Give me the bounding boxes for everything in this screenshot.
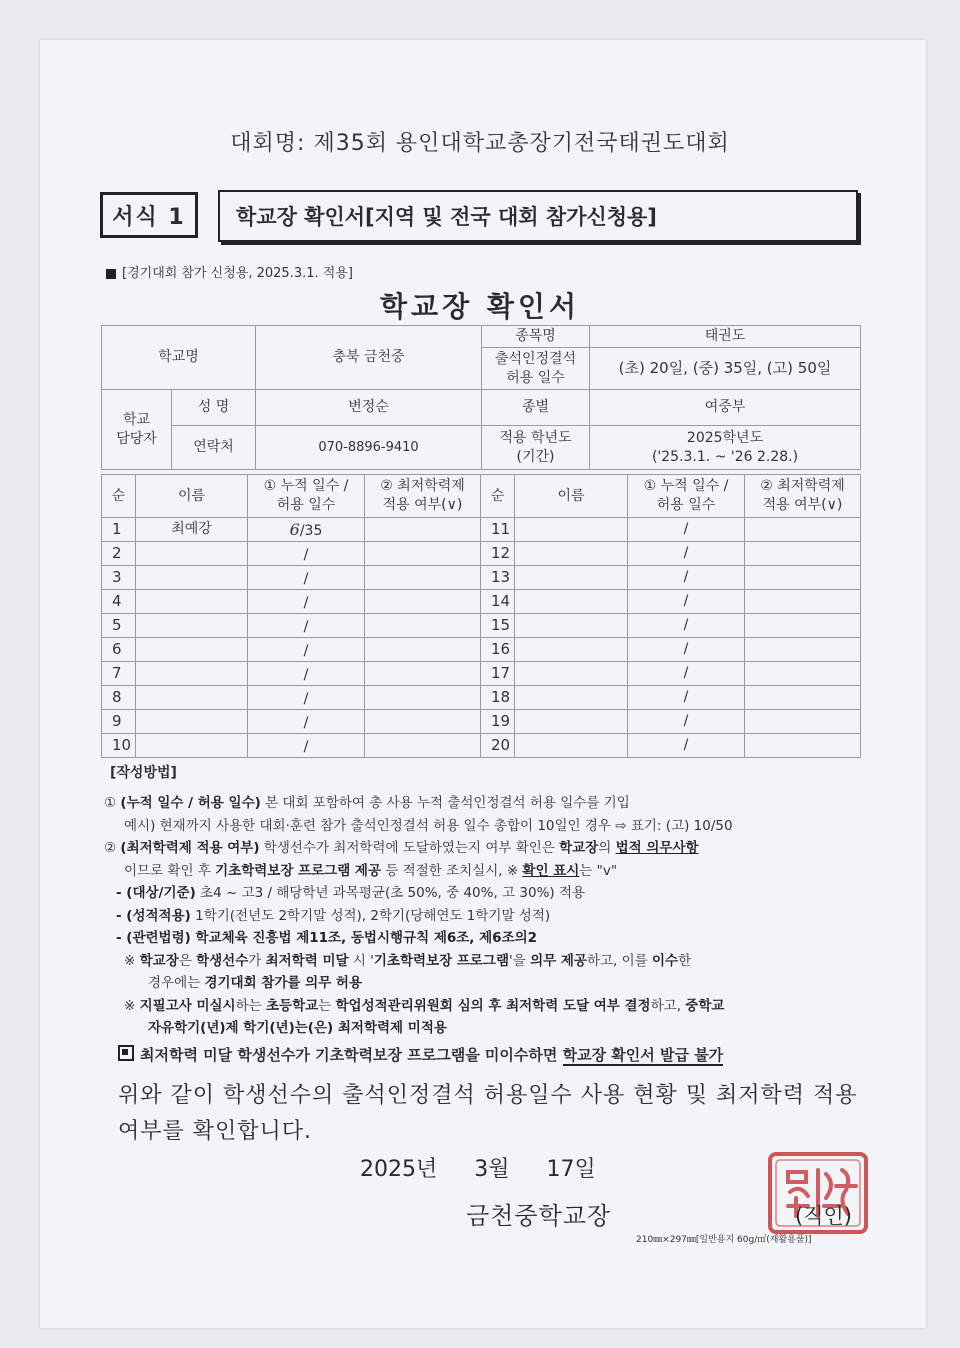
- student-name-left: [136, 590, 248, 614]
- note-2-line2-c: 는 "v": [579, 862, 618, 879]
- row-number-right: 17: [481, 662, 515, 686]
- table-row: [102, 542, 861, 566]
- form-number-box: 서식 1: [100, 192, 198, 238]
- bullet-law: [104, 927, 864, 950]
- principal-name: 금천중학교장: [466, 1202, 612, 1230]
- contact-label: 연락처: [172, 426, 256, 470]
- student-name-right: [515, 710, 628, 734]
- days-allowed: /: [303, 690, 309, 707]
- days-allowed: /: [303, 642, 309, 659]
- student-name-right: [515, 590, 628, 614]
- row-number-left: 8: [102, 686, 136, 710]
- bullet-grade: [104, 905, 864, 928]
- warning-e: 학교장 확인서 발급 불가: [562, 1046, 724, 1064]
- bullet-grade-bold: - (성적적용): [116, 907, 191, 924]
- row-number-left: 3: [102, 566, 136, 590]
- header-min-left-line1: ② 최저학력제: [380, 478, 465, 495]
- method-notes: [104, 792, 864, 1040]
- min-check-right: [745, 686, 861, 710]
- remark-2-b4: 중학교: [685, 997, 725, 1014]
- warning-c: 기초학력보장 프로그램을: [315, 1046, 485, 1064]
- list-body: [102, 518, 861, 758]
- header-min-right: [745, 475, 861, 518]
- remark-1-d: 시 ': [348, 952, 374, 969]
- min-check-right: [745, 518, 861, 542]
- days-cell-left: [248, 734, 365, 758]
- note-2-text: 학생선수가 최저학력에 도달하였는지 여부 확인은: [259, 840, 560, 856]
- header-min-right-line2: 적용 여부(∨): [762, 497, 843, 513]
- remark-1-b2: 학생선수: [196, 952, 249, 969]
- school-label: 학교명: [102, 326, 256, 390]
- min-check-right: [745, 542, 861, 566]
- remark-1-line2-a: 경우에는: [148, 975, 205, 991]
- header-no-left: 순: [102, 475, 136, 518]
- min-check-right: [745, 614, 861, 638]
- absence-label-line1: 출석인정결석: [494, 350, 577, 367]
- contact-value: 070-8896-9410: [256, 426, 482, 470]
- year-value-line1: 2025학년도: [686, 429, 764, 446]
- min-check-left: [365, 590, 481, 614]
- student-name-right: [515, 686, 628, 710]
- category-value: 여중부: [590, 390, 861, 426]
- note-1-text: 본 대회 포함하여 총 사용 누적 출석인정결석 허용 일수를 기입: [260, 795, 630, 811]
- table-row: [102, 710, 861, 734]
- event-value: 태권도: [590, 326, 861, 348]
- student-name-left: [136, 686, 248, 710]
- name-label: 성 명: [172, 390, 256, 426]
- min-check-left: [365, 566, 481, 590]
- remark-2-c: 는: [318, 997, 336, 1014]
- document-title: 학교장 확인서: [379, 290, 581, 323]
- header-days-left-line2: 허용 일수: [276, 497, 336, 513]
- student-name-right: [515, 518, 628, 542]
- table-row: [102, 686, 861, 710]
- table-row: [102, 638, 861, 662]
- table-row: [102, 518, 861, 542]
- remark-1-b3: 최저학력 미달: [265, 952, 349, 969]
- header-days-right-line1: ① 누적 일수 /: [643, 478, 729, 495]
- days-cell-left: [248, 566, 365, 590]
- checkbox-arrow-icon: [118, 1045, 134, 1061]
- category-label: 종별: [482, 390, 590, 426]
- applied-note: [106, 262, 353, 281]
- header-days-right: [628, 475, 745, 518]
- student-list-table: [101, 474, 861, 758]
- row-number-right: 11: [481, 518, 515, 542]
- row-number-right: 12: [481, 542, 515, 566]
- manager-label-line1: 학교: [122, 411, 151, 428]
- days-allowed: /: [303, 714, 309, 731]
- note-2-text2: 의: [598, 840, 616, 856]
- row-number-right: 15: [481, 614, 515, 638]
- row-number-left: 1: [102, 518, 136, 542]
- student-name-right: [515, 734, 628, 758]
- bullet-grade-text: 1학기(전년도 2학기말 성적), 2학기(당해연도 1학기말 성적): [190, 907, 551, 924]
- row-number-right: 14: [481, 590, 515, 614]
- remark-2-line2: [104, 1017, 864, 1040]
- warning-b: 학생선수가: [237, 1046, 316, 1064]
- note-1: [104, 792, 864, 815]
- list-header-row: [102, 475, 861, 518]
- school-value: 충북 금천중: [256, 326, 482, 390]
- note-2-bold3: 법적 의무사항: [615, 840, 699, 856]
- min-check-left: [365, 662, 481, 686]
- remark-1-b5: 의무 제공: [530, 952, 587, 969]
- note-2-bold2: 학교장: [559, 840, 599, 856]
- days-allowed: /: [303, 738, 309, 755]
- table-row: [102, 590, 861, 614]
- min-check-right: [745, 710, 861, 734]
- paper-spec: 210㎜×297㎜[일반용지 60g/㎡(재활용품)]: [636, 1235, 812, 1245]
- info-table: [101, 325, 861, 470]
- days-cell-left: [248, 518, 365, 542]
- min-check-right: [745, 662, 861, 686]
- warning-d: 미이수하면: [484, 1046, 563, 1064]
- note-2-line2-b: 등 적절한 조치실시, ※: [381, 862, 523, 879]
- note-2-line2-bold: 기초학력보장 프로그램 제공: [215, 862, 382, 879]
- year-label-line1: 적용 학년도: [499, 429, 572, 446]
- header-name-left: 이름: [136, 475, 248, 518]
- warning-a: 최저학력 미달: [140, 1046, 238, 1064]
- student-name-right: [515, 638, 628, 662]
- remark-1-line2-bold: 경기대회 참가를 의무 허용: [204, 975, 363, 991]
- days-allowed: /: [303, 594, 309, 611]
- min-check-left: [365, 734, 481, 758]
- issue-date: 2025년 3월 17일: [360, 1157, 596, 1182]
- manager-label: [102, 390, 172, 470]
- days-cell-left: [248, 686, 365, 710]
- manager-label-line2: 담당자: [116, 430, 157, 447]
- header-no-right: 순: [481, 475, 515, 518]
- bullet-law-bold: - (관련법령) 학교체육 진흥법 제11조, 동법시행규칙 제6조, 제6조의2: [116, 930, 538, 946]
- remark-2-b1: 지필고사 미실시: [139, 997, 236, 1014]
- row-number-left: 10: [102, 734, 136, 758]
- remark-2-b2: 초등학교: [265, 997, 319, 1014]
- student-name-left: [136, 638, 248, 662]
- remark-2: [104, 995, 864, 1018]
- days-cell-left: [248, 542, 365, 566]
- form-name-box: 학교장 확인서[지역 및 전국 대회 참가신청용]: [218, 190, 858, 242]
- days-cell-right: /: [628, 542, 745, 566]
- days-allowed: /: [303, 666, 309, 683]
- note-1-example: 예시) 현재까지 사용한 대회·훈련 참가 출석인정결석 허용 일수 총합이 10일인 경우 ⇨ 표기: (고) 10/50: [124, 817, 733, 834]
- note-2-line2-a: 이므로 확인 후: [124, 862, 216, 879]
- year-value-line2: ('25.3.1. ~ '26 2.28.): [651, 448, 799, 465]
- year-label-line2: (기간): [516, 448, 555, 465]
- min-check-left: [365, 710, 481, 734]
- days-cell-right: /: [628, 662, 745, 686]
- row-number-left: 7: [102, 662, 136, 686]
- bullet-target-text: 초4 ~ 고3 / 해당학년 과목평균(초 50%, 중 40%, 고 30%) 적용: [195, 885, 586, 901]
- remark-2-line2-bold: 자유학기(년)제 학기(년)는(은) 최저학력제 미적용: [148, 1020, 447, 1036]
- student-name-right: [515, 542, 628, 566]
- note-2-line2-bold2: 확인 표시: [522, 862, 580, 879]
- table-row: [102, 734, 861, 758]
- student-name-right: [515, 614, 628, 638]
- applied-note-text: [경기대회 참가 신청용, 2025.3.1. 적용]: [122, 266, 353, 281]
- header-days-left: [248, 475, 365, 518]
- remark-1-b: 은: [178, 952, 197, 969]
- remark-2-b: 하는: [235, 997, 266, 1014]
- name-value: 변정순: [256, 390, 482, 426]
- remark-2-a: ※: [124, 997, 140, 1014]
- remark-1-a: ※: [124, 952, 140, 969]
- note-2-line2: [104, 860, 864, 883]
- seal-label: (직인): [795, 1204, 852, 1228]
- remark-2-d: 하고,: [650, 997, 686, 1014]
- year-label: [482, 426, 590, 470]
- student-name-left: [136, 614, 248, 638]
- event-label: 종목명: [482, 326, 590, 348]
- competition-title: 대회명: 제35회 용인대학교총장기전국태권도대회: [230, 131, 730, 156]
- header-days-right-line2: 허용 일수: [656, 497, 716, 513]
- days-cell-left: [248, 662, 365, 686]
- student-name-left: [136, 710, 248, 734]
- bullet-target-bold: - (대상/기준): [116, 885, 196, 901]
- student-name-left: [136, 566, 248, 590]
- remark-1-f: 하고, 이를: [586, 952, 652, 969]
- header-days-left-line1: ① 누적 일수 /: [263, 478, 349, 495]
- min-check-right: [745, 734, 861, 758]
- bullet-target: [104, 882, 864, 905]
- days-allowed: /35: [299, 522, 323, 539]
- days-cell-right: /: [628, 566, 745, 590]
- remark-2-b3: 학업성적관리위원회 심의 후 최저학력 도달 여부 결정: [335, 997, 651, 1014]
- student-name-left: [136, 734, 248, 758]
- min-check-right: [745, 566, 861, 590]
- header-min-left: [365, 475, 481, 518]
- row-number-right: 13: [481, 566, 515, 590]
- row-number-right: 20: [481, 734, 515, 758]
- student-name-left: 최예강: [136, 518, 248, 542]
- days-cell-left: [248, 590, 365, 614]
- remark-1-b1: 학교장: [139, 952, 179, 969]
- row-number-left: 6: [102, 638, 136, 662]
- row-number-right: 16: [481, 638, 515, 662]
- remark-1-b4: 기초학력보장 프로그램: [373, 952, 510, 969]
- student-name-right: [515, 566, 628, 590]
- header-name-right: 이름: [515, 475, 628, 518]
- table-row: [102, 662, 861, 686]
- absence-value: (초) 20일, (중) 35일, (고) 50일: [590, 348, 861, 390]
- student-name-left: [136, 662, 248, 686]
- note-1-lead: ①: [104, 795, 121, 811]
- days-cell-right: /: [628, 590, 745, 614]
- remark-1: [104, 950, 864, 973]
- square-bullet-icon: [106, 269, 116, 279]
- min-check-left: [365, 542, 481, 566]
- days-cell-right: /: [628, 734, 745, 758]
- days-used-handwritten: 6: [289, 519, 300, 539]
- days-allowed: /: [303, 570, 309, 587]
- min-check-left: [365, 518, 481, 542]
- row-number-left: 2: [102, 542, 136, 566]
- days-allowed: /: [303, 618, 309, 635]
- days-cell-right: /: [628, 686, 745, 710]
- table-row: [102, 566, 861, 590]
- remark-1-g: 한: [678, 952, 692, 969]
- note-2-lead: ②: [104, 840, 121, 856]
- row-number-left: 9: [102, 710, 136, 734]
- row-number-right: 18: [481, 686, 515, 710]
- min-check-left: [365, 614, 481, 638]
- note-2-bold: (최저학력제 적용 여부): [120, 840, 260, 856]
- note-1-bold: (누적 일수 / 허용 일수): [120, 795, 261, 811]
- days-cell-left: [248, 710, 365, 734]
- days-cell-left: [248, 638, 365, 662]
- year-value: [590, 426, 861, 470]
- confirm-text: 위와 같이 학생선수의 출석인정결석 허용일수 사용 현황 및 최저학력 적용 여부를 확인합니다.: [118, 1083, 858, 1144]
- method-title: [작성방법]: [110, 765, 177, 781]
- header-min-left-line2: 적용 여부(∨): [382, 497, 463, 513]
- absence-label: [482, 348, 590, 390]
- header-min-right-line1: ② 최저학력제: [760, 478, 845, 495]
- row-number-left: 5: [102, 614, 136, 638]
- days-cell-right: /: [628, 638, 745, 662]
- absence-label-line2: 허용 일수: [506, 369, 565, 386]
- table-row: [102, 614, 861, 638]
- row-number-left: 4: [102, 590, 136, 614]
- remark-1-b6: 이수: [651, 952, 679, 969]
- days-cell-right: /: [628, 614, 745, 638]
- remark-1-e: '을: [509, 952, 531, 969]
- days-cell-left: [248, 614, 365, 638]
- student-name-left: [136, 542, 248, 566]
- min-check-left: [365, 638, 481, 662]
- min-check-right: [745, 638, 861, 662]
- student-name-right: [515, 662, 628, 686]
- row-number-right: 19: [481, 710, 515, 734]
- days-cell-right: /: [628, 518, 745, 542]
- min-check-left: [365, 686, 481, 710]
- min-check-right: [745, 590, 861, 614]
- remark-1-c: 가: [248, 952, 266, 969]
- warning-line: [118, 1044, 723, 1065]
- days-cell-right: /: [628, 710, 745, 734]
- remark-1-line2: [104, 972, 864, 995]
- days-allowed: /: [303, 546, 309, 563]
- note-2: [104, 837, 864, 860]
